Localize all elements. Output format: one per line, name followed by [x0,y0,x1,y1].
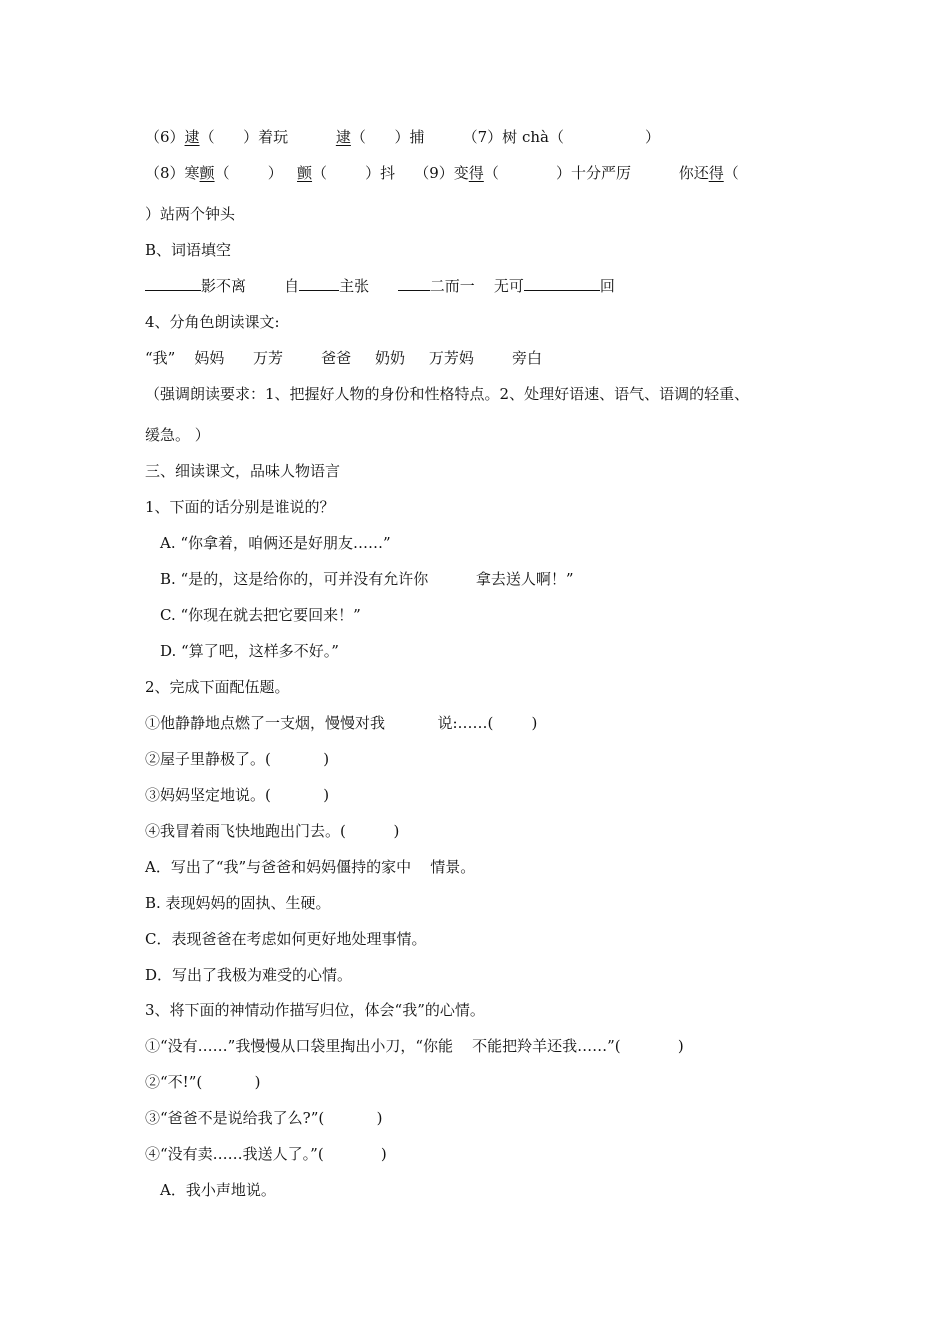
section-3-heading: 三、细读课文，品味人物语言 [145,462,341,480]
blank[interactable] [398,276,430,291]
text: （8）寒 [145,164,200,182]
text: 主张 [339,277,398,295]
option-a: A. “你拿着，咱俩还是好朋友……” [160,534,391,552]
option-c: C. “你现在就去把它要回来！” [160,606,361,624]
reading-requirements-cont: 缓急。 ） [145,426,210,444]
text: （ [723,164,739,182]
question-2: 2、完成下面配伍题。 [145,678,290,696]
line-6-7 [145,127,660,147]
underlined-char: 逮 [184,128,200,146]
option-b: B. “是的，这是给你的，可并没有允许你 拿去送人啊！” [160,570,574,588]
blank[interactable] [524,276,600,291]
text: （ ）捕 （7）树 chà（ ） [350,128,661,146]
question-1: 1、下面的话分别是谁说的？ [145,498,335,516]
line-8-9 [145,163,739,183]
line-9-continued: ）站两个钟头 [145,205,236,223]
text: （6） [145,128,185,146]
underlined-char: 颤 [199,164,215,182]
description-item-3: ③“爸爸不是说给我了么?”( ) [145,1109,383,1127]
idiom-fill-line [145,276,615,296]
match-option-a: A．写出了“我”与爸爸和妈妈僵持的家中 情景。 [145,858,476,876]
match-item-4: ④我冒着雨飞快地跑出门去。( ) [145,822,400,840]
text: （ ）抖 （9）变 [312,164,469,182]
underlined-char: 得 [468,164,484,182]
question-3: 3、将下面的神情动作描写归位，体会“我”的心情。 [145,1001,485,1019]
underlined-char: 颤 [297,164,313,182]
option-d: D. “算了吧，这样多不好。” [160,642,339,660]
match-option-d: D．写出了我极为难受的心情。 [145,966,353,984]
match-option-b: B. 表现妈妈的固执、生硬。 [145,894,331,912]
text: （ ） [214,164,298,182]
text: （ ）着玩 [199,128,336,146]
text: 回 [599,277,615,295]
description-item-1: ①“没有……”我慢慢从口袋里掏出小刀，“你能 不能把羚羊还我……”( ) [145,1037,684,1055]
match-item-2: ②屋子里静极了。( ) [145,750,330,768]
match-item-3: ③妈妈坚定地说。( ) [145,786,330,804]
underlined-char: 得 [708,164,724,182]
underlined-char: 逮 [335,128,351,146]
text: 二而一 无可 [429,277,524,295]
reading-requirements: （强调朗读要求：1、把握好人物的身份和性格特点。2、处理好语速、语气、语调的轻重、 [145,385,750,403]
description-item-2: ②“不!”( ) [145,1073,261,1091]
item-4-heading: 4、分角色朗读课文: [145,313,280,331]
text: （ ）十分严厉 你还 [483,164,709,182]
section-b-heading: B、词语填空 [145,241,232,259]
roles-line: “我” 妈妈 万芳 爸爸 奶奶 万芳妈 旁白 [145,349,542,367]
match-item-1: ①他静静地点燃了一支烟，慢慢对我 说:……( ) [145,714,538,732]
description-item-4: ④“没有卖……我送人了。”( ) [145,1145,387,1163]
description-option-a: A．我小声地说。 [160,1181,276,1199]
blank[interactable] [299,276,339,291]
blank[interactable] [145,276,201,291]
text: 影不离 自 [201,277,300,295]
match-option-c: C．表现爸爸在考虑如何更好地处理事情。 [145,930,427,948]
